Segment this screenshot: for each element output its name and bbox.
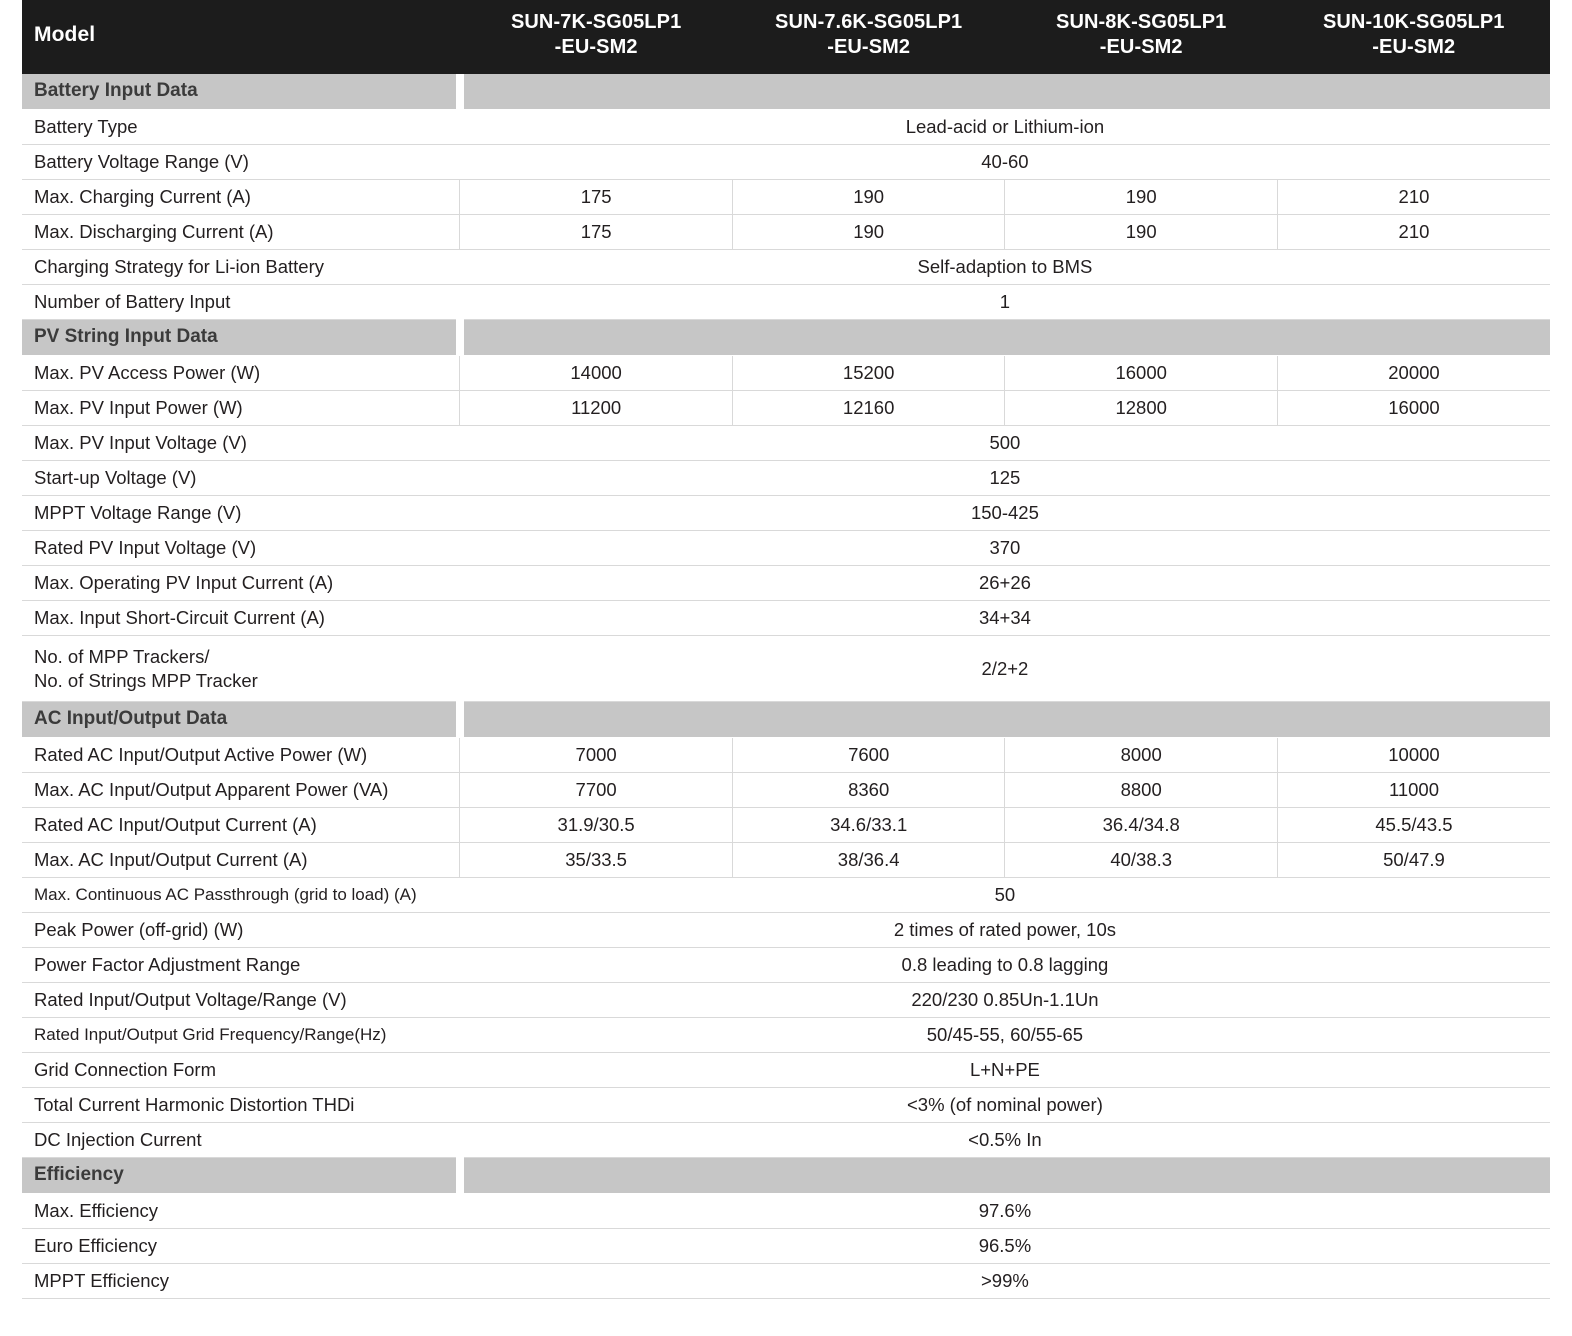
row-value-3: 190: [1005, 180, 1278, 215]
row-label: Total Current Harmonic Distortion THDi: [22, 1088, 460, 1123]
table-header: [22, 0, 1550, 74]
table-row: [22, 250, 1550, 285]
row-value-merged: <0.5% In: [460, 1123, 1550, 1158]
row-value-merged: 40-60: [460, 145, 1550, 180]
row-value-3: 8800: [1005, 773, 1278, 808]
row-label: Number of Battery Input: [22, 285, 460, 320]
row-label: Rated Input/Output Voltage/Range (V): [22, 983, 460, 1018]
table-row: [22, 913, 1550, 948]
row-value-2: 34.6/33.1: [732, 808, 1005, 843]
row-value-1: 11200: [460, 391, 733, 426]
row-value-merged: 96.5%: [460, 1229, 1550, 1264]
row-value-4: 20000: [1277, 356, 1550, 391]
row-label: Battery Type: [22, 110, 460, 145]
row-label: Rated AC Input/Output Active Power (W): [22, 738, 460, 773]
row-value-4: 210: [1277, 215, 1550, 250]
table-row: [22, 983, 1550, 1018]
table-row: [22, 601, 1550, 636]
model-header-1: [460, 0, 733, 74]
header-row: [22, 0, 1550, 74]
row-label: Max. Discharging Current (A): [22, 215, 460, 250]
row-label: Max. PV Access Power (W): [22, 356, 460, 391]
row-label: Max. AC Input/Output Current (A): [22, 843, 460, 878]
row-label: Max. PV Input Voltage (V): [22, 426, 460, 461]
row-label: Rated Input/Output Grid Frequency/Range(Hz): [22, 1018, 460, 1053]
row-value-2: 15200: [732, 356, 1005, 391]
row-label: Max. AC Input/Output Apparent Power (VA): [22, 773, 460, 808]
row-label: MPPT Efficiency: [22, 1264, 460, 1299]
model-column-header: Model: [22, 0, 460, 74]
row-label: MPPT Voltage Range (V): [22, 496, 460, 531]
row-label: Max. Input Short-Circuit Current (A): [22, 601, 460, 636]
table-row: [22, 1194, 1550, 1229]
row-label: Charging Strategy for Li-ion Battery: [22, 250, 460, 285]
section-title: AC Input/Output Data: [22, 702, 460, 738]
row-value-2: 190: [732, 215, 1005, 250]
section-header-row: [22, 320, 1550, 356]
row-label: Battery Voltage Range (V): [22, 145, 460, 180]
section-header-row: [22, 74, 1550, 110]
model-header-2-line2: -EU-SM2: [827, 36, 911, 58]
section-header-row: [22, 1158, 1550, 1194]
table-body: [22, 74, 1550, 1299]
row-value-1: 14000: [460, 356, 733, 391]
model-header-4-line2: -EU-SM2: [1372, 36, 1456, 58]
row-value-2: 38/36.4: [732, 843, 1005, 878]
section-header-fill: [460, 702, 1550, 738]
model-header-4: [1277, 0, 1550, 74]
row-label: Max. Continuous AC Passthrough (grid to load) (A): [22, 878, 460, 913]
row-label: Rated AC Input/Output Current (A): [22, 808, 460, 843]
specification-table: [22, 0, 1550, 1299]
row-value-merged: 500: [460, 426, 1550, 461]
row-value-merged: >99%: [460, 1264, 1550, 1299]
row-value-merged: 50/45-55, 60/55-65: [460, 1018, 1550, 1053]
row-label: Start-up Voltage (V): [22, 461, 460, 496]
row-value-3: 40/38.3: [1005, 843, 1278, 878]
row-value-4: 10000: [1277, 738, 1550, 773]
row-value-3: 12800: [1005, 391, 1278, 426]
row-value-1: 31.9/30.5: [460, 808, 733, 843]
row-value-merged: L+N+PE: [460, 1053, 1550, 1088]
table-row: [22, 878, 1550, 913]
row-label: Max. Operating PV Input Current (A): [22, 566, 460, 601]
row-value-3: 36.4/34.8: [1005, 808, 1278, 843]
row-value-merged: 34+34: [460, 601, 1550, 636]
row-label: Grid Connection Form: [22, 1053, 460, 1088]
table-row: [22, 948, 1550, 983]
model-header-1-line2: -EU-SM2: [554, 36, 638, 58]
table-row: [22, 1229, 1550, 1264]
table-row: [22, 391, 1550, 426]
section-title: Efficiency: [22, 1158, 460, 1194]
model-header-4-line1: SUN-10K-SG05LP1: [1322, 11, 1505, 33]
row-label: Max. Charging Current (A): [22, 180, 460, 215]
row-value-2: 190: [732, 180, 1005, 215]
row-value-merged: 26+26: [460, 566, 1550, 601]
row-label: Rated PV Input Voltage (V): [22, 531, 460, 566]
section-header-fill: [460, 320, 1550, 356]
table-row: [22, 461, 1550, 496]
table-row: [22, 110, 1550, 145]
model-header-3-line2: -EU-SM2: [1099, 36, 1183, 58]
row-value-3: 16000: [1005, 356, 1278, 391]
row-value-1: 7700: [460, 773, 733, 808]
table-row: [22, 1018, 1550, 1053]
table-row: [22, 1088, 1550, 1123]
row-value-2: 7600: [732, 738, 1005, 773]
table-row: [22, 180, 1550, 215]
row-label: Max. PV Input Power (W): [22, 391, 460, 426]
section-header-row: [22, 702, 1550, 738]
table-row: [22, 215, 1550, 250]
row-value-merged: 2 times of rated power, 10s: [460, 913, 1550, 948]
row-value-merged: <3% (of nominal power): [460, 1088, 1550, 1123]
table-row: [22, 636, 1550, 702]
table-row: [22, 285, 1550, 320]
table-row: [22, 808, 1550, 843]
table-row: [22, 566, 1550, 601]
row-value-2: 12160: [732, 391, 1005, 426]
section-title: Battery Input Data: [22, 74, 460, 110]
row-label: DC Injection Current: [22, 1123, 460, 1158]
row-value-merged: 150-425: [460, 496, 1550, 531]
section-title: PV String Input Data: [22, 320, 460, 356]
row-value-merged: 1: [460, 285, 1550, 320]
row-value-1: 35/33.5: [460, 843, 733, 878]
table-row: [22, 773, 1550, 808]
row-value-merged: 370: [460, 531, 1550, 566]
table-row: [22, 843, 1550, 878]
row-value-4: 45.5/43.5: [1277, 808, 1550, 843]
row-value-2: 8360: [732, 773, 1005, 808]
row-value-1: 175: [460, 215, 733, 250]
row-value-4: 210: [1277, 180, 1550, 215]
row-value-merged: 0.8 leading to 0.8 lagging: [460, 948, 1550, 983]
model-header-2: [732, 0, 1005, 74]
table-row: [22, 1053, 1550, 1088]
row-value-merged: 97.6%: [460, 1194, 1550, 1229]
row-label: Power Factor Adjustment Range: [22, 948, 460, 983]
row-value-1: 7000: [460, 738, 733, 773]
table-row: [22, 1264, 1550, 1299]
table-row: [22, 145, 1550, 180]
row-value-4: 16000: [1277, 391, 1550, 426]
row-value-merged: Self-adaption to BMS: [460, 250, 1550, 285]
row-value-merged: 220/230 0.85Un-1.1Un: [460, 983, 1550, 1018]
model-header-3-line1: SUN-8K-SG05LP1: [1056, 11, 1227, 33]
row-label: No. of MPP Trackers/ No. of Strings MPP Tracker: [22, 636, 460, 702]
row-value-4: 11000: [1277, 773, 1550, 808]
table-row: [22, 356, 1550, 391]
row-value-merged: 50: [460, 878, 1550, 913]
row-label: Euro Efficiency: [22, 1229, 460, 1264]
table-row: [22, 738, 1550, 773]
model-header-2-line1: SUN-7.6K-SG05LP1: [775, 11, 963, 33]
model-header-3: [1005, 0, 1278, 74]
row-label: Max. Efficiency: [22, 1194, 460, 1229]
table-row: [22, 496, 1550, 531]
row-value-4: 50/47.9: [1277, 843, 1550, 878]
table-row: [22, 1123, 1550, 1158]
row-value-merged: Lead-acid or Lithium-ion: [460, 110, 1550, 145]
model-header-1-line1: SUN-7K-SG05LP1: [510, 11, 682, 33]
row-value-3: 8000: [1005, 738, 1278, 773]
section-header-fill: [460, 74, 1550, 110]
row-label: Peak Power (off-grid) (W): [22, 913, 460, 948]
table-row: [22, 531, 1550, 566]
row-value-merged: 2/2+2: [460, 636, 1550, 702]
row-value-1: 175: [460, 180, 733, 215]
row-value-merged: 125: [460, 461, 1550, 496]
row-value-3: 190: [1005, 215, 1278, 250]
table-row: [22, 426, 1550, 461]
section-header-fill: [460, 1158, 1550, 1194]
